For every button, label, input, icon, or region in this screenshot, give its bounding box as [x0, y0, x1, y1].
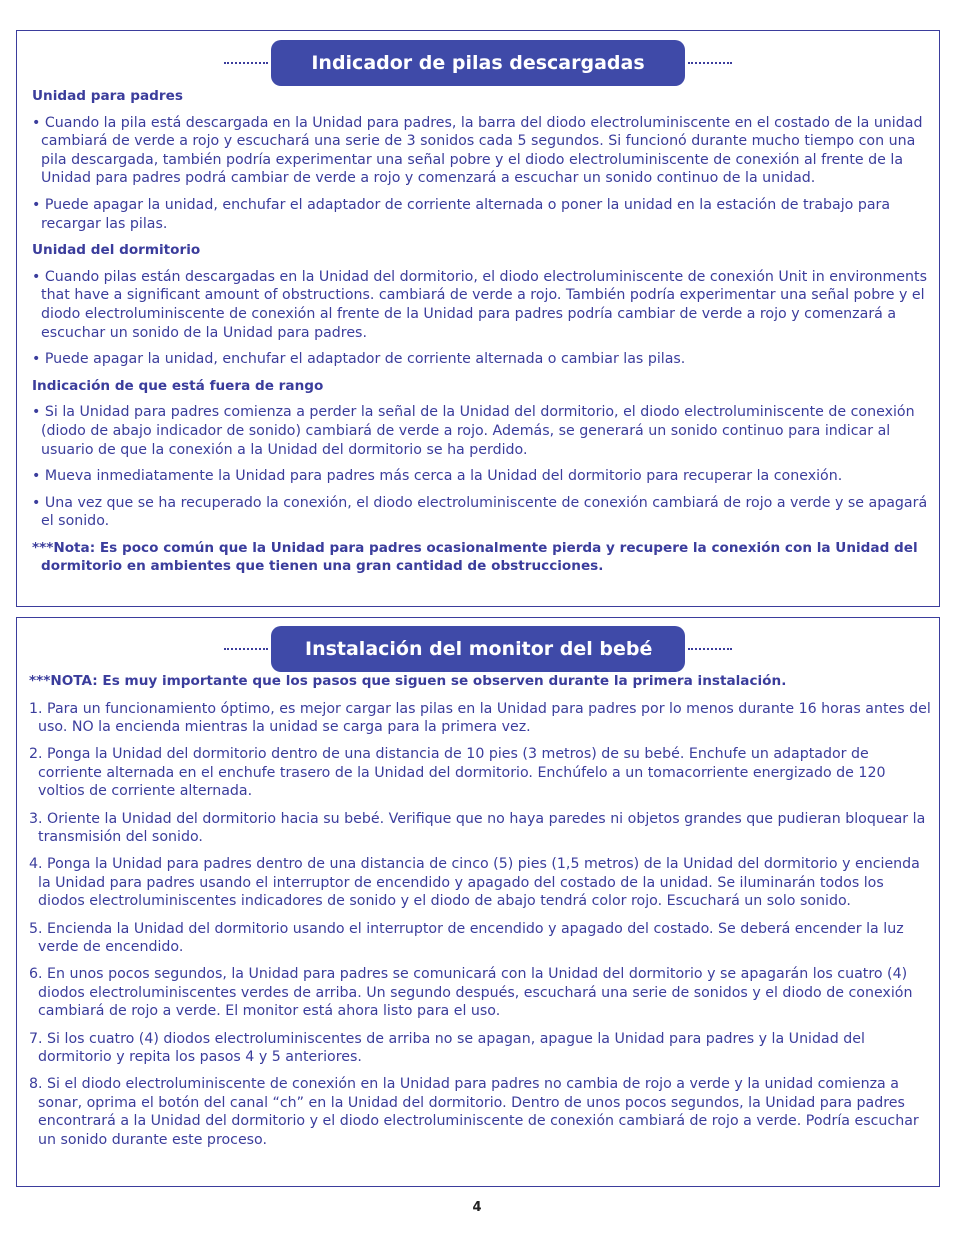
installation-step: 5. Encienda la Unidad del dormitorio usando el interruptor de encendido y apagado del costado. Se deberá encender la luz verde de encendido.	[29, 920, 904, 956]
note-text: ***Nota: Es poco común que la Unidad para padres ocasionalmente pierda y recupere la conexión con la Unidad del dormitorio en ambientes que tienen una gran cantidad de obstrucciones.	[32, 539, 918, 575]
subheading-nursery-unit: Unidad del dormitorio	[32, 242, 201, 259]
bullet-paragraph: • Mueva inmediatamente la Unidad para padres más cerca a la Unidad del dormitorio para recuperar la conexión.	[32, 468, 843, 485]
section-title: Indicador de pilas descargadas	[271, 40, 685, 86]
installation-step: 8. Si el diodo electroluminiscente de conexión en la Unidad para padres no cambia de rojo a verde y la unidad comienza a sonar, oprima el botón del canal “ch” en la Unidad del dormitorio. Dentro de unos pocos segundos, la Unidad para padres encontrará a la Unidad del dormitorio y el diodo electroluminiscente de conexión cambiará de rojo a verde. Podría escuchar un sonido durante este proceso.	[29, 1076, 919, 1148]
section-header	[17, 40, 939, 86]
installation-step: 3. Oriente la Unidad del dormitorio hacia su bebé. Verifique que no haya paredes ni objetos grandes que pudieran bloquear la transmisión del sonido.	[29, 810, 926, 846]
subheading-out-of-range: Indicación de que está fuera de rango	[32, 377, 324, 394]
installation-panel	[16, 617, 940, 1187]
subheading-parent-unit: Unidad para padres	[32, 88, 183, 104]
section-body	[32, 87, 934, 576]
bullet-paragraph: • Cuando pilas están descargadas en la Unidad del dormitorio, el diodo electroluminiscente de conexión Unit in environments that have a significant amount of obstructions. cambiará de verde a rojo. También podría experimentar una señal pobre y el diodo electroluminiscente de conexión al frente de la Unidad para padres podría cambiar de verde a rojo y comenzará a escuchar un sonido de la Unidad para padres.	[32, 268, 927, 341]
low-battery-panel	[16, 30, 940, 607]
bullet-paragraph: • Si la Unidad para padres comienza a perder la señal de la Unidad del dormitorio, el diodo electroluminiscente de conexión (diodo de abajo indicador de sonido) cambiará de verde a rojo. Además, se generará un sonido continuo para indicar al usuario de que la conexión a la Unidad del dormitorio se ha perdido.	[32, 404, 915, 458]
section-title: Instalación del monitor del bebé	[271, 626, 685, 672]
section-header	[17, 626, 939, 672]
note-text: ***NOTA: Es muy importante que los pasos que siguen se observen durante la primera instalación.	[29, 673, 787, 689]
bullet-paragraph: • Puede apagar la unidad, enchufar el adaptador de corriente alternada o cambiar las pilas.	[32, 351, 686, 368]
dotted-rule-left	[224, 62, 268, 64]
installation-step: 2. Ponga la Unidad del dormitorio dentro de una distancia de 10 pies (3 metros) de su bebé. Enchufe un adaptador de corriente alternada en el enchufe trasero de la Unidad del dormitorio. Enchúfelo a un tomacorriente energizado de 120 voltios de corriente alternada.	[29, 746, 886, 800]
installation-step: 1. Para un funcionamiento óptimo, es mejor cargar las pilas en la Unidad para padres por lo menos durante 16 horas antes del uso. NO la encienda mientras la unidad se carga para la primera vez.	[29, 700, 931, 736]
installation-step: 6. En unos pocos segundos, la Unidad para padres se comunicará con la Unidad del dormitorio y se apagarán los cuatro (4) diodos electroluminiscentes verdes de arriba. Un segundo después, escuchará una serie de sonidos y el diodo de conexión cambiará de rojo a verde. El monitor está ahora listo para el uso.	[29, 966, 913, 1020]
bullet-paragraph: • Una vez que se ha recuperado la conexión, el diodo electroluminiscente de conexión cambiará de rojo a verde y se apagará el sonido.	[32, 494, 928, 530]
bullet-paragraph: • Cuando la pila está descargada en la Unidad para padres, la barra del diodo electroluminiscente en el costado de la unidad cambiará de verde a rojo y escuchará una serie de 3 sonidos cada 5 segundos. Si funcionó durante mucho tiempo con una pila descargada, también podría experimentar una señal pobre y el diodo electroluminiscente de conexión al frente de la Unidad para padres podrá cambiar de verde a rojo y comenzará a escuchar un sonido continuo de la unidad.	[32, 114, 923, 187]
dotted-rule-right	[688, 62, 732, 64]
section-body	[29, 672, 934, 1158]
dotted-rule-right	[688, 648, 732, 650]
bullet-paragraph: • Puede apagar la unidad, enchufar el adaptador de corriente alternada o poner la unidad en la estación de trabajo para recargar las pilas.	[32, 196, 891, 232]
page-number: 4	[472, 1200, 482, 1215]
dotted-rule-left	[224, 648, 268, 650]
installation-step: 4. Ponga la Unidad para padres dentro de una distancia de cinco (5) pies (1,5 metros) de la Unidad del dormitorio y encienda la Unidad para padres usando el interruptor de encendido y apagado del costado de la unidad. Se iluminarán todos los diodos electroluminiscentes indicadores de sonido y el diodo de abajo tendrá color rojo. Escuchará un solo sonido.	[29, 856, 920, 910]
installation-step: 7. Si los cuatro (4) diodos electroluminiscentes de arriba no se apagan, apague la Unidad para padres y la Unidad del dormitorio y repita los pasos 4 y 5 anteriores.	[29, 1030, 865, 1066]
